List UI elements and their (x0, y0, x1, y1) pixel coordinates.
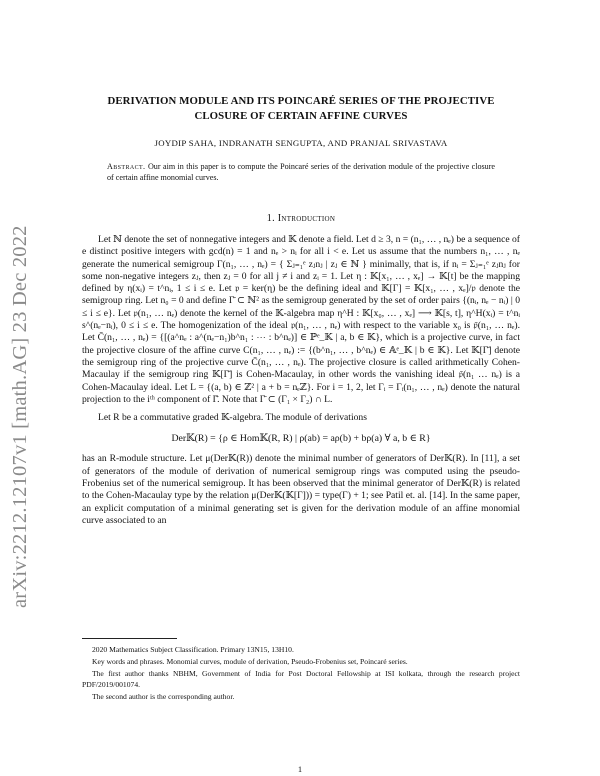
title-line-2: CLOSURE OF CERTAIN AFFINE CURVES (194, 110, 408, 122)
abstract-text: Our aim in this paper is to compute the Poincaré series of the derivation module of the projective closure of certain affine monomial curves. (107, 162, 495, 182)
footnote-funding: The first author thanks NBHM, Government of India for Post Doctoral Fellowship at ISI kolkata, through the research project PDF/2019/001074. (82, 669, 520, 689)
derivation-equation: Der𝕂(R) = {ρ ∈ Hom𝕂(R, R) | ρ(ab) = aρ(b) + bρ(a) ∀ a, b ∈ R} (171, 433, 431, 445)
derivation-paragraph: has an R-module structure. Let μ(Der𝕂(R)) denote the minimal number of generators of Der𝕂(R). In [11], a set of generators of the module of derivation of numerical semigroup rings was computed using the pseudo-Frobenius set of the numerical semigroup. It has been observed that the minimal generator of Der𝕂(R) is related to the Cohen-Macaulay type by the relation μ(Der𝕂(𝕂[Γ])) = type(Γ) + 1; see Patil et. al. [14]. In the same paper, an explicit computation of a minimal generating set is given for the derivation module of an affine monomial curve associated to an (82, 453, 520, 526)
intro-paragraph: Let ℕ denote the set of nonnegative integers and 𝕂 denote a field. Let d ≥ 3, n = (n₁, … , nₑ) be a sequence of e distinct positive integers with gcd(n) = 1 and nₑ > nᵢ for all i < e. Let us assume that the numbers n₁, … , nₑ generate the numerical semigroup Γ(n₁, … , nₑ) = { Σⱼ₌₁ᵉ zⱼnⱼ | zⱼ ∈ ℕ } minimally, that is, if nᵢ = Σⱼ₌₁ᵉ zⱼnⱼ for some non-negative integers zⱼ, then zⱼ = 0 for all j ≠ i and zᵢ = 1. Let η : 𝕂[x₁, … , xₑ] → 𝕂[t] be the mapping defined by η(xᵢ) = t^nᵢ, 1 ≤ i ≤ e. Let 𝔭 = ker(η) be the defining ideal and 𝕂[Γ] = 𝕂[x₁, … , xₑ]/𝔭 denote the semigroup ring. Let n₀ = 0 and define Γ̄ ⊂ ℕ² as the semigroup generated by the set of order pairs {(nᵢ, nₑ − nᵢ) | 0 ≤ i ≤ e}. Let 𝔭(n₁, … nₑ) denote the kernel of the 𝕂-algebra map η^H : 𝕂[x₀, … , xₑ] ⟶ 𝕂[s, t], η^H(xᵢ) = t^nᵢ s^(nₑ−nᵢ), 0 ≤ i ≤ e. The homogenization of the ideal 𝔭(n₁, … , nₑ) with respect to the variable x₀ is 𝔭̄(n₁, … nₑ). Let C̄(n₁, … , nₑ) = {[(a^nₑ : a^(nₑ−n₁)b^n₁ : ⋯ : b^nₑ)] ∈ ℙᵉ_𝕂 | a, b ∈ 𝕂}, which is a projective curve, in fact the projective closure of the affine curve C(n₁, … , nₑ) := {(b^n₁, … , b^nₑ) ∈ 𝔸ᵉ_𝕂 | b ∈ 𝕂}. Let 𝕂[Γ̄] denote the semigroup ring of the projective curve C̄(n₁, … , nₑ). The projective closure is called arithmetically Cohen-Macaulay if the semigroup ring 𝕂[Γ̄] is Cohen-Macaulay, in other words the vanishing ideal 𝔭̄(n₁ … nₑ) is a Cohen-Macaulay ideal. Let L = {(a, b) ∈ ℤ² | a + b = nₑℤ}. For i = 1, 2, let Γᵢ = Γᵢ(n₁, … , nₑ) denote the natural projection to the iᵗʰ component of Γ̄. Note that Γ̄ ⊂ (Γ₁ × Γ₂) ∩ L. (82, 234, 520, 405)
page-number: 1 (297, 764, 303, 774)
author-list: JOYDIP SAHA, INDRANATH SENGUPTA, AND PRANJAL SRIVASTAVA (154, 138, 448, 148)
paper-body (82, 94, 520, 527)
abstract (107, 161, 495, 183)
derivation-intro: Let R be a commutative graded 𝕂-algebra. The module of derivations (98, 412, 367, 424)
paper-title (82, 94, 520, 124)
footnote-corresponding: The second author is the corresponding author. (92, 691, 235, 701)
arxiv-id: arXiv:2212.12107v1 [math.AG] 23 Dec 2022 (9, 225, 31, 608)
arxiv-watermark (6, 158, 32, 608)
title-line-1: DERIVATION MODULE AND ITS POINCARÉ SERIES OF THE PROJECTIVE (107, 95, 495, 107)
footnotes (82, 638, 520, 704)
section-heading (82, 213, 520, 224)
section-number: 1. (266, 213, 275, 224)
section-title: Introduction (277, 213, 336, 224)
footnote-keywords: Key words and phrases. Monomial curves, module of derivation, Pseudo-Frobenius set, Poincaré series. (92, 657, 408, 667)
abstract-heading: Abstract. (107, 162, 146, 171)
footnote-rule (82, 638, 177, 639)
footnote-msc: 2020 Mathematics Subject Classification. Primary 13N15, 13H10. (92, 645, 294, 654)
